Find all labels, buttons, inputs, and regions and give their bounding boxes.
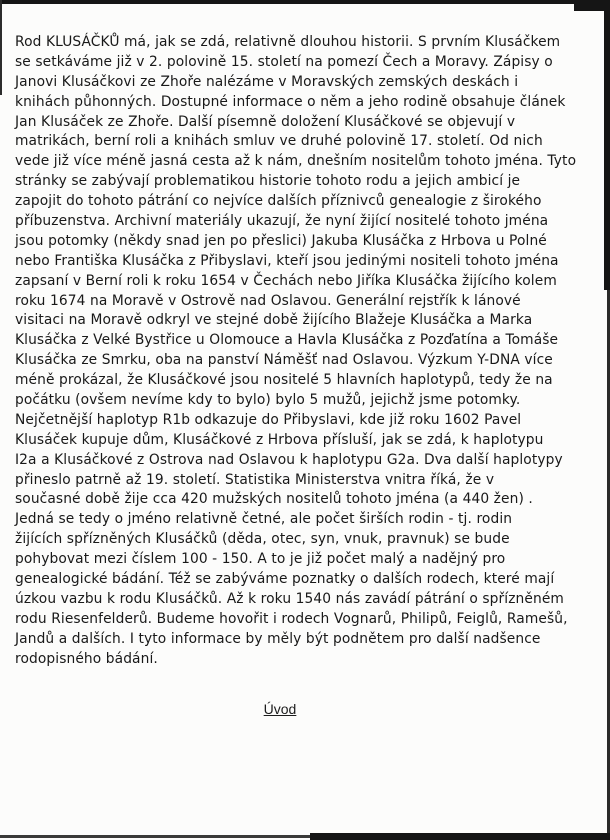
text-line: matrikách, berní roli a knihách smluv ve druhé polovině 17. století. Od nich	[15, 133, 543, 150]
text-line: Klusáček kupuje dům, Klusáčkové z Hrbova přísluší, jak se zdá, k haplotypu	[15, 431, 544, 448]
text-line: I2a a Klusáčkové z Ostrova nad Oslavou k haplotypu G2a. Dva další haplotypy	[15, 451, 563, 468]
body-text	[15, 33, 597, 670]
text-line: Jedná se tedy o jméno relativně četné, ale počet širších rodin - tj. rodin	[15, 511, 513, 528]
text-line: přineslo patrně až 19. století. Statistika Ministerstva vnitra říká, že v	[15, 471, 495, 488]
text-line: Jan Klusáček ze Zhoře. Další písemně doložení Klusáčkové se objevují v	[15, 113, 516, 130]
text-line: počátku (ovšem nevíme kdy to bylo) bylo 5 mužů, jejichž jsme potomky.	[15, 392, 521, 409]
text-line: pohybovat mezi číslem 100 - 150. A to je již počet malý a nadějný pro	[15, 551, 506, 568]
text-line: zapsaní v Berní roli k roku 1654 v Čechách nebo Jiříka Klusáčka žijícího kolem	[15, 272, 557, 289]
text-line: žijících spřízněných Klusáčků (děda, otec, syn, vnuk, pravnuk) se bude	[15, 531, 510, 548]
text-line: se setkáváme již v 2. polovině 15. století na pomezí Čech a Moravy. Zápisy o	[15, 53, 553, 70]
text-line: roku 1674 na Moravě v Ostrově nad Oslavou. Generální rejstřík k lánové	[15, 292, 521, 309]
text-line: stránky se zabývají problematikou historie tohoto rodu a jejich ambicí je	[15, 173, 521, 190]
scan-edge-left	[0, 0, 2, 95]
text-line: jsou potomky (někdy snad jen po přeslici) Jakuba Klusáčka z Hrbova u Polné	[15, 232, 547, 249]
text-line: zapojit do tohoto pátrání co nejvíce dalších příznivců genealogie z širokého	[15, 193, 542, 210]
footer-nav	[0, 699, 560, 718]
text-line: Klusáčka ze Smrku, oba na panství Náměšť nad Oslavou. Výzkum Y-DNA více	[15, 352, 553, 369]
text-line: Klusáčka z Velké Bystřice u Olomouce a Havla Klusáčka z Pozďatína a Tomáše	[15, 332, 559, 349]
text-line: rodopisného bádání.	[15, 650, 158, 667]
text-line: nebo Františka Klusáčka z Přibyslavi, kteří jsou jedinými nositeli tohoto jména	[15, 252, 559, 269]
text-line: visitaci na Moravě odkryl ve stejné době žijícího Blažeje Klusáčka a Marka	[15, 312, 533, 329]
text-line: genealogické bádání. Též se zabýváme poznatky o dalších rodech, které mají	[15, 571, 555, 588]
text-line: příbuzenstva. Archivní materiály ukazují, že nyní žijící nositelé tohoto jména	[15, 213, 549, 230]
text-line: Nejčetnější haplotyp R1b odkazuje do Přibyslavi, kde již roku 1602 Pavel	[15, 411, 522, 428]
scan-edge-top	[0, 0, 610, 4]
scan-edge-bottom-right	[310, 833, 610, 840]
uvod-link[interactable]: Úvod	[263, 701, 297, 717]
scan-edge-right-upper	[604, 0, 610, 290]
text-line: Rod KLUSÁČKŮ má, jak se zdá, relativně dlouhou historii. S prvním Klusáčkem	[15, 34, 561, 50]
text-line: rodu Riesenfelderů. Budeme hovořit i rodech Vognarů, Philipů, Feiglů, Ramešů,	[15, 610, 568, 627]
text-line: úzkou vazbu k rodu Klusáčků. Až k roku 1540 nás zavádí pátrání o spřízněném	[15, 590, 564, 607]
text-line: méně prokázal, že Klusáčkové jsou nositelé 5 hlavních haplotypů, tedy že na	[15, 372, 553, 389]
text-line: Janovi Klusáčkovi ze Zhoře nalézáme v Moravských zemských deskách i	[15, 73, 519, 90]
text-line: Jandů a dalších. I tyto informace by měly být podnětem pro další nadšence	[15, 630, 541, 647]
text-line: knihách půhonných. Dostupné informace o něm a jeho rodině obsahuje článek	[15, 93, 566, 110]
text-line: vede již více méně jasná cesta až k nám, dnešním nositelům tohoto jména. Tyto	[15, 153, 577, 170]
text-line: současné době žije cca 420 mužských nositelů tohoto jména (a 440 žen) .	[15, 491, 533, 508]
